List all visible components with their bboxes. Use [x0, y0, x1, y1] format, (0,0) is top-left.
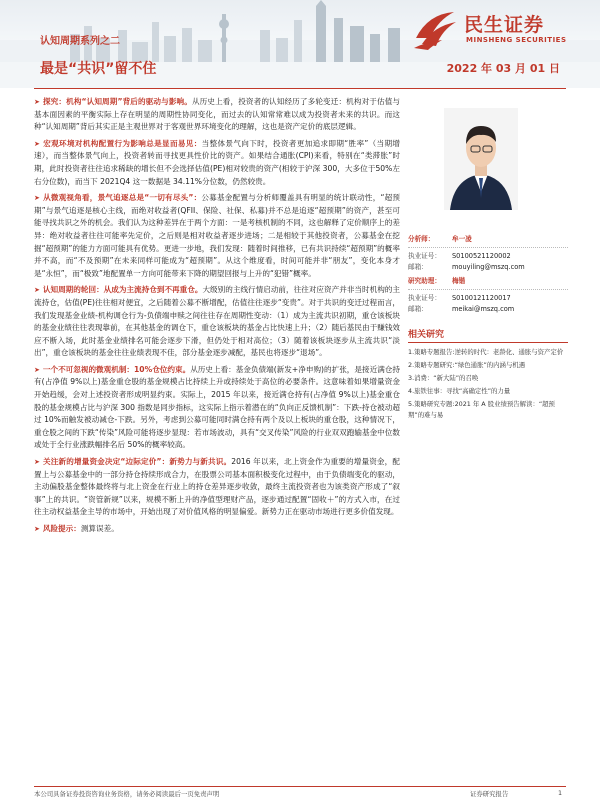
- report-title: 最是“共识”留不住: [40, 61, 157, 77]
- logo-text-cn: 民生证券: [464, 14, 545, 36]
- cert-number: S0100121120017: [452, 294, 511, 302]
- logo-text-en: MINSHENG SECURITIES: [466, 36, 567, 44]
- paragraph-body: 测算误差。: [80, 524, 119, 533]
- analyst-cert-row: [408, 251, 568, 262]
- header-banner: [0, 0, 600, 88]
- header-rule: [34, 88, 566, 89]
- analyst-row: [408, 276, 568, 287]
- company-logo: [412, 8, 582, 52]
- arrow-bullet-icon: ➤: [34, 365, 40, 374]
- cert-number: S0100521120002: [452, 252, 511, 260]
- analyst-row: [408, 234, 568, 245]
- paragraph-heading: 探究：机构“认知周期”背后的驱动与影响。: [42, 97, 192, 106]
- arrow-bullet-icon: ➤: [34, 286, 40, 295]
- mail-label: 邮箱：: [408, 263, 428, 271]
- summary-paragraph: [34, 96, 400, 134]
- related-research-item[interactable]: 2.策略专题研究:“绿色通胀”的内涵与机遇: [408, 361, 526, 369]
- arrow-bullet-icon: ➤: [34, 194, 40, 203]
- footer-label: 证券研究报告: [470, 790, 509, 798]
- analyst-mail-row: [408, 304, 568, 315]
- related-research-list: [408, 347, 568, 421]
- related-research-item[interactable]: 4.旅铁往事：寻找“高确定性”的力量: [408, 387, 511, 395]
- summary-paragraph: [34, 456, 400, 519]
- paragraph-heading: 从微观视角看，景气追逐总是“一切有尽头”：: [42, 193, 202, 203]
- sidebar: [408, 96, 568, 423]
- mail-label: 邮箱：: [408, 305, 428, 313]
- report-series: 认知周期系列之二: [40, 36, 120, 47]
- summary-paragraph: [34, 523, 400, 536]
- paragraph-body: 当整体景气向下时，投资者更加追求即期“胜率”（当期增速），而当整体景气向上，投资者转而寻找更具性价比的资产。如果结合通胀(CPI)来看，特别在“类滞胀”时期，此时投资者往往追求稀缺的增长但不会选择估值(PE)相对较贵的资产(相较于沪深 300，大多位于50%左右分位数)，而当下 2021Q4 这一数据是 34.11%分位数，仍然较贵。: [34, 138, 400, 186]
- mail-address[interactable]: meikai@mszq.com: [452, 305, 515, 313]
- analyst-name: 梅锴: [452, 277, 466, 285]
- analyst-name: 牟一凌: [452, 235, 472, 243]
- paragraph-heading: 关注新的增量资金决定“边际定价”：新势力与新共识。: [42, 457, 232, 467]
- arrow-bullet-icon: ➤: [34, 98, 40, 106]
- paragraph-body: 从历史上看，投资者的认知经历了多轮变迁：机构对于估值与基本面因素的平衡实际上存在明显的周期性协同变化，而过去的认知常常难以成为投资者未来的共识。而这种“认知周期”背后其实正是主观世界对于客观世界环境变化的理解，这也是资产定价的底层逻辑。: [34, 97, 400, 132]
- report-date: 2022 年 03 月 01 日: [446, 62, 560, 75]
- divider: [408, 247, 568, 248]
- related-research-item[interactable]: 3.消费：“新大陆”的召唤: [408, 374, 479, 382]
- analyst-mail-row: [408, 262, 568, 273]
- summary-column: [34, 96, 400, 540]
- paragraph-body: 公募基金配置与分析师覆盖具有明显的统计联动性，“超预期”与景气追逐是核心主线，而绝对收益者(QFII、保险、社保、私募)并不总是追逐“超预期”的资产，甚至可能寻找共识之外的机会。我们认为这种差异在于两个方面：一是考核机制的不同，这也解释了定价顺序上的差异：绝对收益者往往可能率先定价，之后则是相对收益者逐步进场；二是相较于其他投资者，公募基金在挖掘“超预期”的能力方面可能具有优势。更进一步地，我们发现：随着时间推移，已有共识持续“超预期”的概率并不高，而“不及预期”在未来同样可能成为“超预期”。从这个维度看，时间可能并非“朋友”，变化本身才是“永恒”，而“极致”地配置单一方向可能带来下降的期望回报与上升的“犯错”概率。: [34, 193, 400, 278]
- arrow-bullet-icon: ➤: [34, 139, 40, 148]
- analyst-info: [408, 234, 568, 315]
- page-number: 1: [558, 789, 563, 797]
- mail-address[interactable]: mouyiling@mszq.com: [452, 263, 525, 271]
- summary-paragraph: [34, 364, 400, 452]
- footer-rule: [34, 786, 566, 787]
- paragraph-heading: 风险提示：: [42, 524, 81, 533]
- summary-paragraph: [34, 192, 400, 280]
- arrow-bullet-icon: ➤: [34, 525, 40, 533]
- arrow-bullet-icon: ➤: [34, 458, 40, 467]
- related-research-item[interactable]: 1.策略专题报告:逆转的时代：老龄化、通胀与资产定价: [408, 348, 564, 356]
- cert-label: 执业证号：: [408, 294, 441, 302]
- paragraph-body: 从历史上看：基金负债端(新发+净申购)的扩张，是接近满仓持有(占净值 9%以上)基金重仓股的基金规模占比持续上升或持续处于高位的必要条件。这意味着如果增量资金开始趋缓，会对上述投资者形成明显约束。实际上，2015 年以来，接近满仓持有(占净值 9%以上)基金重仓股的基金规模占比与沪深 300 指数是同步指标，这实际上指示着潜在的“负向正反馈机制”：下跌-持仓被动超过 10%而触发被动减仓-下跌。另外，考虑到公募可能同时满仓持有两个及以上板块的重仓股，这种情况下，重仓股之间的下跌“传染”风险可能将逐步显现：若市场波动，具有“交叉传染”风险的行业双双跑输基金中位数或处于全行业涨跌幅排名后 50%的概率较高。: [34, 364, 400, 450]
- paragraph-heading: 认知周期的轮回：从成为主流持仓到不再重仓。: [42, 285, 203, 295]
- analyst-role: 研究助理：: [408, 277, 441, 285]
- summary-paragraph: [34, 138, 400, 188]
- analyst-photo: [444, 108, 518, 210]
- paragraph-body: 2016 年以来，北上资金作为重要的增量资金，配置上与公募基金中的一部分持仓持续形成合力，在股票公司基本面积极变化过程中，由于负债端变化的驱动，主动偏股基金整体最终将与北上资金在行业上的持仓差异逐步收敛，最终主流投资者也为该类资产形成了“叙事”上的共识。“资管新规”以来，规模不断上升的净值型理财产品，逐步通过配置“固收＋”的方式入市，在过往主动权益基金主导的市场中，开始出现了对价值风格的明显偏爱。新势力正在驱动市场进行更多价值发现。: [34, 457, 400, 517]
- analyst-cert-row: [408, 293, 568, 304]
- paragraph-heading: 一个不可忽视的微观机制：10%仓位约束。: [42, 364, 191, 374]
- related-research-item[interactable]: 5.策略研究专题:2021 年 A 股业绩预告解读：“超预期”的难与易: [408, 400, 555, 419]
- divider: [408, 289, 568, 290]
- related-research-title: 相关研究: [408, 327, 568, 343]
- paragraph-body: 大级别的主线行情启动前，往往对应资产并非当时机构的主流持仓，估值(PE)往往相对便宜，之后随着公募不断增配，估值往往逐步“变贵”。对于共识的变迁过程而言，我们发现基金业绩-机构调仓行为-负债端申赎之间往往存在周期性变动：（1）成为主流共识初期，重仓该板块的基金业绩往往表现靠前，在其他基金的调仓下，重仓该板块的基金占比快速上升；（2）随后基民由于赚钱效应不断入场，此时基金业绩排名可能会逐步下滑，但仍处于相对高位；（3）随着该板块逐步从主流共识“淡出”，重仓该板块的基金往往业绩表现不佳，部分基金逐步减配，基民也将逐步“退场”。: [34, 285, 401, 358]
- summary-paragraph: [34, 284, 400, 360]
- cert-label: 执业证号：: [408, 252, 441, 260]
- paragraph-heading: 宏观环境对机构配置行为影响总是显而易见：: [42, 138, 202, 148]
- footer-disclaimer: 本公司具备证券投资咨询业务资格，请务必阅读最后一页免责声明: [34, 790, 220, 798]
- logo-mark-icon: [412, 8, 458, 52]
- analyst-role: 分析师：: [408, 235, 435, 243]
